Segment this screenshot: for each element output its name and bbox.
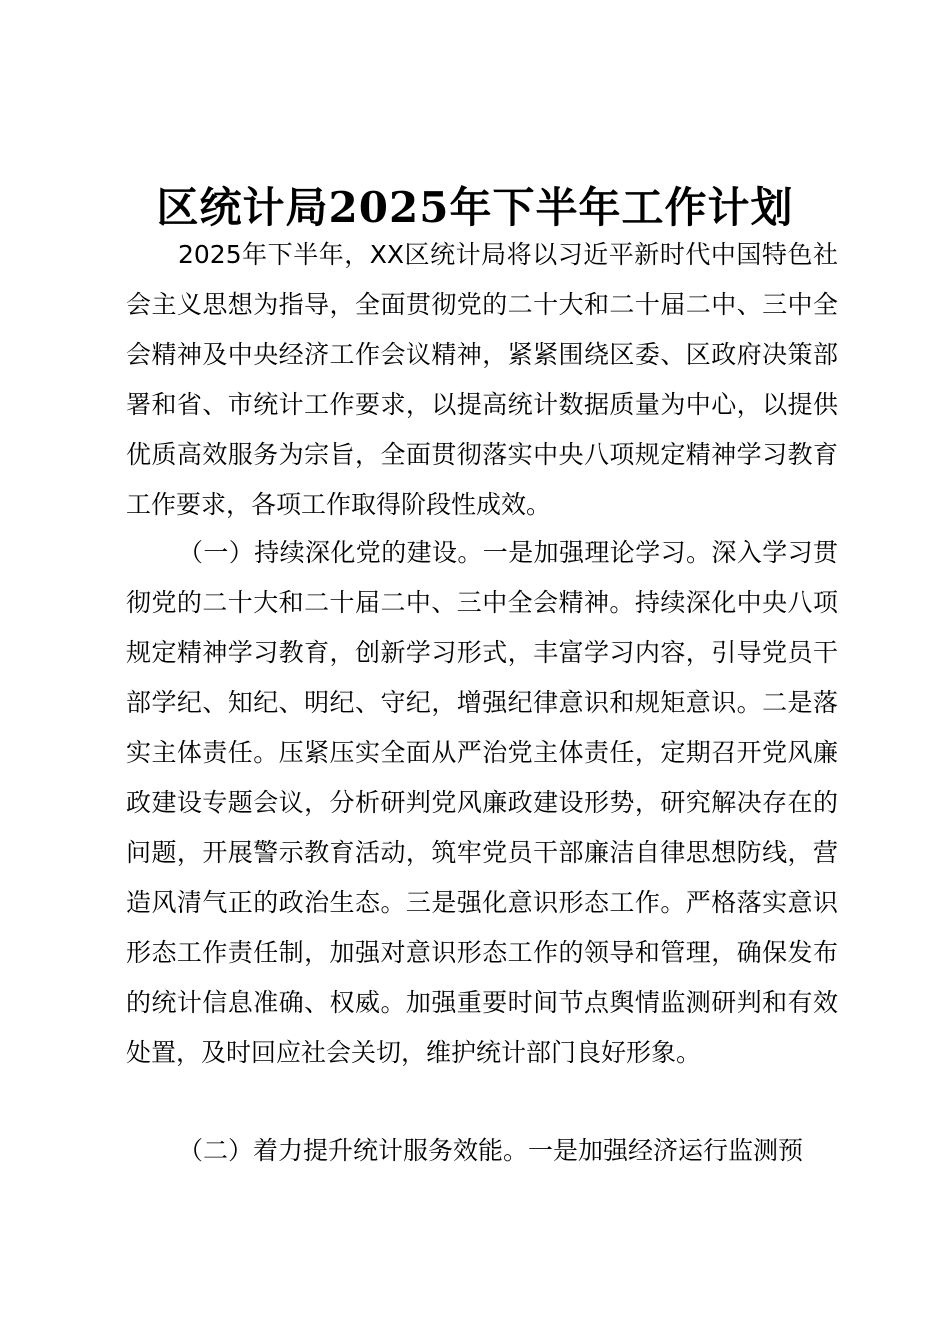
paragraph-section-2: （二）着力提升统计服务效能。一是加强经济运行监测预 <box>178 1136 804 1165</box>
paragraph-section-1: （一）持续深化党的建设。一是加强理论学习。深入学习贯彻党的二十大和二十届二中、三中全会精神。持续深化中央八项规定精神学习教育，创新学习形式，丰富学习内容，引导党员干部学纪、知纪、明纪、守纪，增强纪律意识和规矩意识。二是落实主体责任。压紧压实全面从严治党主体责任，定期召开党风廉政建设专题会议，分析研判党风廉政建设形势，研究解决存在的问题，开展警示教育活动，筑牢党员干部廉洁自律思想防线，营造风清气正的政治生态。三是强化意识形态工作。严格落实意识形态工作责任制，加强对意识形态工作的领导和管理，确保发布的统计信息准确、权威。加强重要时间节点舆情监测研判和有效处置，及时回应社会关切，维护统计部门良好形象。 <box>126 538 838 1067</box>
document-title: 区统计局2025年下半年工作计划 <box>156 183 794 232</box>
paragraph-intro: 2025年下半年，XX区统计局将以习近平新时代中国特色社会主义思想为指导，全面贯彻党的二十大和二十届二中、三中全会精神及中央经济工作会议精神，紧紧围绕区委、区政府决策部署和省、市统计工作要求，以提高统计数据质量为中心，以提供优质高效服务为宗旨，全面贯彻落实中央八项规定精神学习教育工作要求，各项工作取得阶段性成效。 <box>126 240 838 519</box>
